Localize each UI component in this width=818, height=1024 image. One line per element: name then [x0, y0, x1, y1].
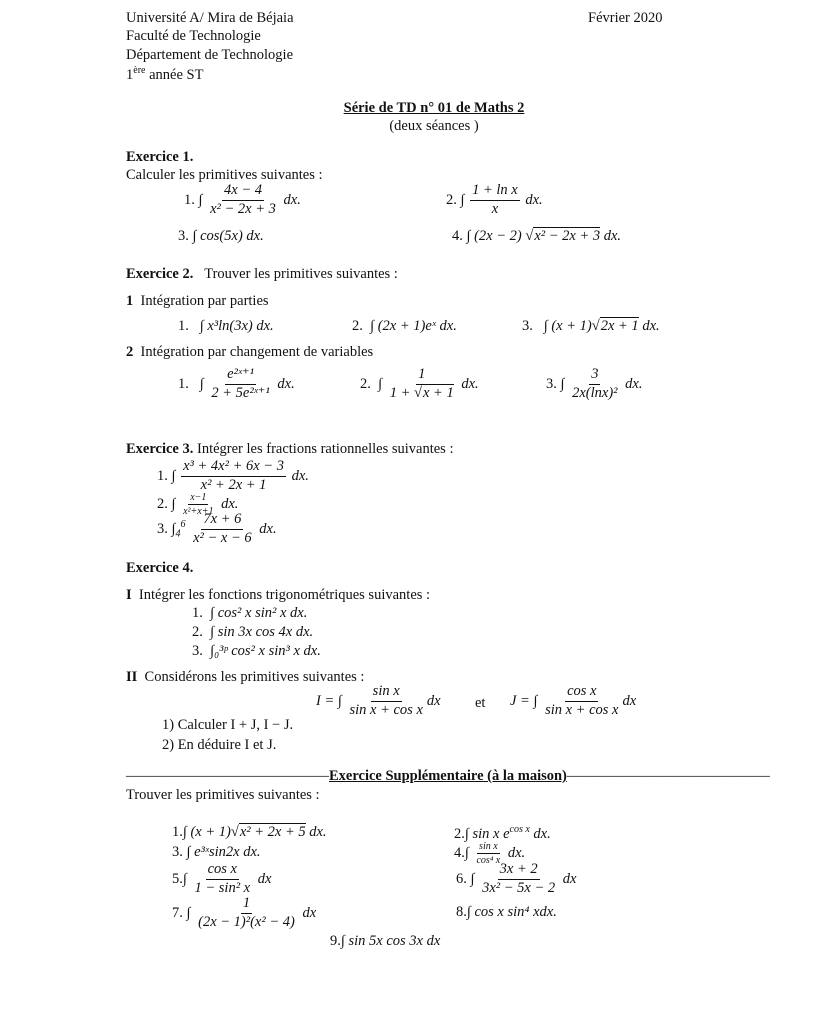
page-subtitle: (deux séances ): [389, 118, 479, 134]
page-title: Série de TD n° 01 de Maths 2: [343, 100, 525, 116]
extra-item-1: 1.∫ (x + 1)√x² + 2x + 5 dx.: [172, 824, 327, 840]
extra-item-8: 8.∫ cos x sin⁴ xdx.: [456, 904, 557, 920]
extra-item-5: 5.∫ $\frac{\text{cos x}}{\text{1 − sin² x}}$ dx: [172, 861, 272, 896]
ex3-item-2: 2. ∫ $\frac{x-1}{\text{x²+x+1}}$ dx.: [157, 492, 239, 517]
ex2-p1-item-3: 3. ∫ (x + 1)√2x + 1 dx.: [522, 318, 660, 334]
ex1-item-3: 3. ∫ cos(5x) dx.: [178, 228, 264, 244]
extra-intro: Trouver les primitives suivantes :: [126, 787, 320, 803]
extra-heading-line: ——————————————Exercice Supplémentaire (à la maison)——————————————: [126, 768, 770, 784]
ex2-p2-item-3: 3. ∫ $\frac{3}{\text{2x(lnx)²}}$ dx.: [546, 366, 643, 401]
faculty-name: Faculté de Technologie: [126, 28, 261, 44]
ex2-p1-item-1: 1. ∫ x³ln(3x) dx.: [178, 318, 274, 334]
university-name: Université A/ Mira de Béjaia: [126, 10, 294, 26]
ex4-part-I: I Intégrer les fonctions trigonométriques suivantes :: [126, 587, 431, 603]
ex4-I-item-3: 3. ∫₀³ᵖ cos² x sin³ x dx.: [192, 643, 321, 659]
ex4-et: et: [475, 695, 486, 711]
ex2-p2-item-2: 2. ∫ $\frac{1}{1 + √x + 1}$ dx.: [360, 366, 479, 401]
ex2-part1: 1 Intégration par parties: [126, 293, 269, 309]
extra-item-6: 6. ∫ $\frac{3x + 2}{\text{3x² − 5x − 2}}$ dx: [456, 861, 577, 896]
extra-item-7: 7. ∫ $\frac{1}{\text{(2x − 1)²(x² − 4)}}$ dx: [172, 895, 317, 930]
ex1-item-1: 1. ∫ $\frac{4x - 4}{\text{x² − 2x + 3}}$ dx.: [184, 182, 301, 217]
ex4-I-item-1: 1. ∫ cos² x sin² x dx.: [192, 605, 308, 621]
extra-item-2: 2.∫ sin x $e^{cos x}$ dx.: [454, 824, 551, 842]
ex1-intro: Calculer les primitives suivantes :: [126, 167, 323, 183]
date: Février 2020: [588, 10, 663, 26]
extra-item-3: 3. ∫ e³ˣsin2x dx.: [172, 844, 261, 860]
ex4-integral-I: I = ∫ $\frac{\text{sin x}}{\text{sin x + cos x}}$ dx: [316, 683, 441, 718]
ex4-question-1: 1) Calculer I + J, I − J.: [162, 717, 294, 733]
ex4-question-2: 2) En déduire I et J.: [162, 737, 277, 753]
ex1-item-2: 2. ∫ $\frac{\text{1 + ln x}}{x}$ dx.: [446, 182, 543, 217]
extra-item-4: 4.∫ $\frac{\text{sin x}}{\text{cos⁴ x}}$ dx.: [454, 841, 526, 866]
extra-item-9: 9.∫ sin 5x cos 3x dx: [330, 933, 441, 949]
ex4-part-II: II Considérons les primitives suivantes :: [126, 669, 365, 685]
ex3-item-1: 1. ∫ $\frac{\text{x³ + 4x² + 6x − 3}}{\text{x² + 2x + 1}}$ dx.: [157, 458, 309, 493]
ex4-heading: Exercice 4.: [126, 560, 194, 576]
ex4-integral-J: J = ∫ $\frac{\text{cos x}}{\text{sin x + cos x}}$ dx: [510, 683, 637, 718]
year-level: 1ère année ST: [126, 65, 204, 83]
ex4-I-item-2: 2. ∫ sin 3x cos 4x dx.: [192, 624, 314, 640]
ex3-heading-line: Exercice 3. Intégrer les fractions rationnelles suivantes :: [126, 441, 454, 457]
ex3-item-3: 3. $\int_4^6$ $\frac{7x + 6}{\text{x² − x − 6}}$ dx.: [157, 511, 277, 546]
ex2-heading-line: Exercice 2. Trouver les primitives suivantes :: [126, 266, 398, 282]
ex1-heading: Exercice 1.: [126, 149, 194, 165]
ex1-item-4: 4. ∫ (2x − 2) √x² − 2x + 3 dx.: [452, 228, 622, 244]
ex2-p1-item-2: 2. ∫ (2x + 1)eˣ dx.: [352, 318, 457, 334]
ex2-part2: 2 Intégration par changement de variables: [126, 344, 374, 360]
department-name: Département de Technologie: [126, 47, 294, 63]
ex2-p2-item-1: 1. ∫ $\frac{\text{e²ˣ⁺¹}}{\text{2 + 5e²ˣ⁺¹}}$ dx.: [178, 366, 295, 401]
